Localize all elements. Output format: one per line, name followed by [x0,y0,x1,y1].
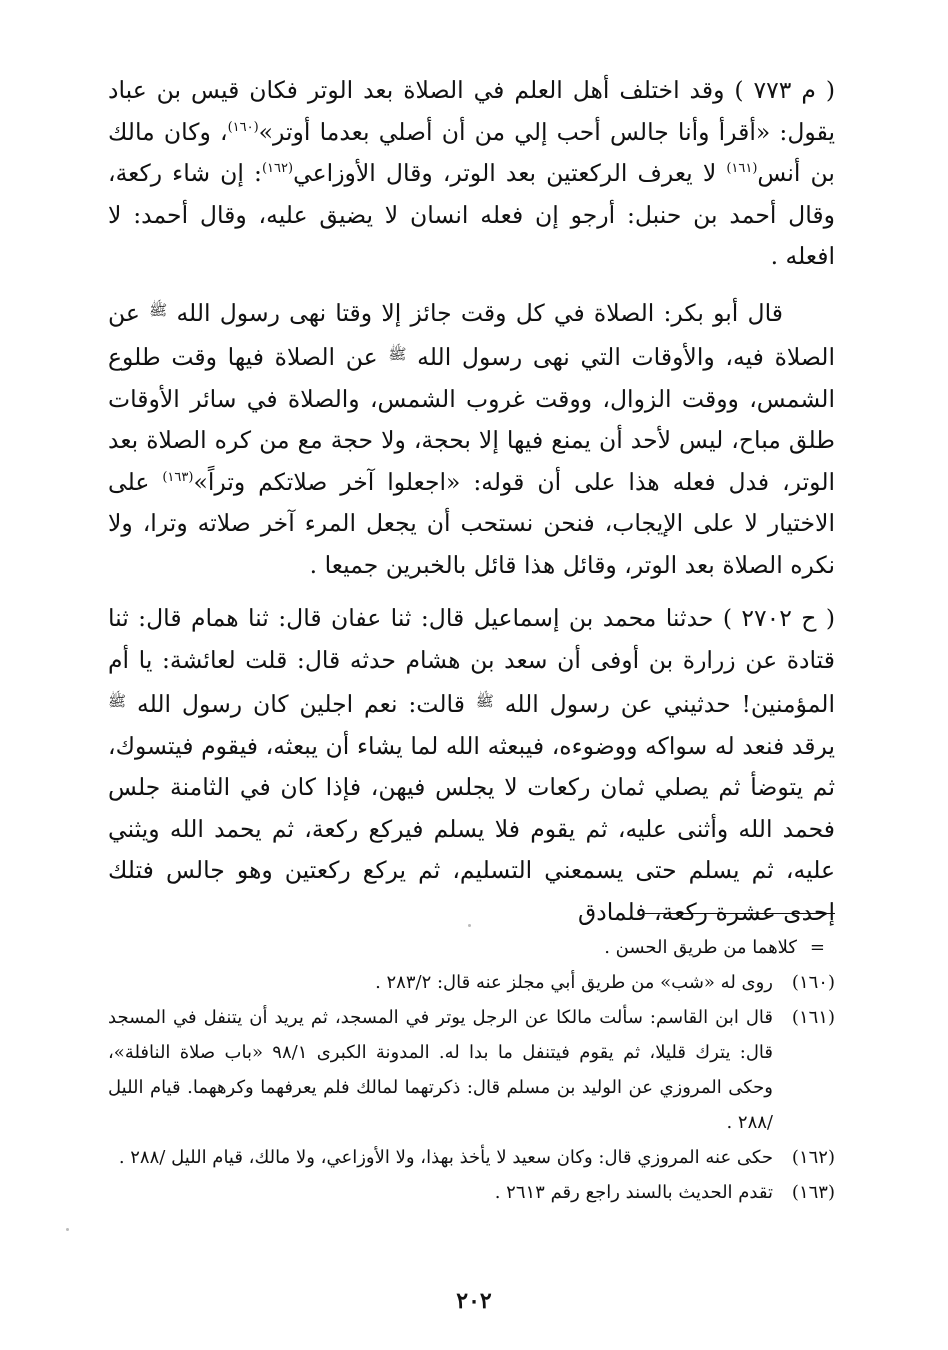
footnote-text: حكى عنه المروزي قال: وكان سعيد لا يأخذ بهذا، ولا الأوزاعي، ولا مالك، قيام الليل /٢٨٨ . [118,1147,773,1168]
main-text [108,70,835,933]
paragraph-opinions [108,70,835,278]
page-number: ٢٠٢ [456,1288,492,1314]
paragraph-text: لا يعرف الركعتين بعد الوتر، وقال الأوزاعي [293,159,727,187]
footnote-text: تقدم الحديث بالسند راجع رقم ٢٦١٣ . [494,1182,773,1203]
footnote-marker: = [809,937,825,958]
footnote-162 [108,1140,835,1175]
footnote-continuation [108,930,835,965]
paragraph-text: قالت: نعم اجلين كان رسول الله [136,690,476,718]
paragraph-text: حدثنا محمد بن إسماعيل قال: ثنا عفان قال: ثنا همام قال: ثنا قتادة عن زرارة بن أوفى أن سعد بن هشام حدثه قال: قلت لعائشة: يا أم المؤمنين! حدثيني عن رسول الله [108,604,835,718]
pbuh-ligature: ﷺ [475,692,494,710]
footnote-ref-161[interactable]: (١٦١) [726,161,758,177]
footnote-ref-163[interactable]: (١٦٣) [162,469,194,485]
footnote-number: (١٦١) [791,1007,835,1028]
pbuh-ligature: ﷺ [388,345,407,363]
paragraph-text: قال أبو بكر: الصلاة في كل وقت جائز إلا وقتا نهى رسول الله [176,298,783,327]
paragraph-hadith [108,598,835,933]
scan-speck [66,1228,69,1231]
paragraph-text: يرقد فنعد له سواكه ووضوءه، فيبعثه الله لما يشاء أن يبعثه، فيقوم فيتسوك، ثم يتوضأ ثم يصلي ثمان ركعات لا يجلس فيهن، فإذا كان في الثامنة جلس فحمد الله وأثنى عليه، ثم يقوم فلا يسلم فيركع ركعة، ثم يحمد الله ويثني عليه، ثم يسلم حتى يسمعني التسليم، ثم يركع ركعتين وهو جالس فتلك إحدى عشرة ركعة، فلمادق [108,731,835,926]
paragraph-text: عن الصلاة فيه، والأوقات التي نهى رسول الله [108,298,835,371]
footnote-number: (١٦٣) [791,1182,835,1203]
footnote-text: روى له «شب» من طريق أبي مجلز عنه قال: ٢٨٣/٢ . [375,972,773,993]
paragraph-text: : إن شاء ركعة، وقال أحمد بن حنبل: أرجو إن فعله انسان لا يضيق عليه، وقال أحمد: لا افعله . [108,159,835,270]
footnotes [108,930,835,1210]
footnote-163 [108,1175,835,1210]
footnote-number: (١٦٢) [791,1147,835,1168]
paragraph-abu-bakr [108,290,835,587]
footnote-separator [645,913,835,914]
footnote-ref-160[interactable]: (١٦٠) [227,119,259,135]
footnote-161 [108,1000,835,1140]
footnote-ref-162[interactable]: (١٦٢) [261,161,294,177]
pbuh-ligature: ﷺ [108,692,127,710]
issue-reference: ( م ٧٧٣ ) [734,76,835,104]
footnote-number: (١٦٠) [791,972,835,993]
paragraph-text: على الاختيار لا على الإيجاب، فنحن نستحب أن يجعل المرء آخر صلاته وترا، ولا نكره الصلاة بعد الوتر، وقائل هذا قائل بالخبرين جميعا . [108,467,835,579]
paragraph-text: ، وكان مالك بن أنس [108,117,835,187]
paragraph-text: عن الصلاة فيها وقت طلوع الشمس، ووقت الزوال، ووقت غروب الشمس، والصلاة في سائر الأوقات طلق مباح، ليس لأحد أن يمنع فيها إلا بحجة، ولا حجة مع من كره الصلاة بعد الوتر، فدل فعله هذا على أن قوله: «اجعلوا آخر صلاتكم وتراً» [108,343,836,496]
hadith-reference: ( ح ٢٧٠٢ ) [722,604,835,632]
footnote-text: كلاهما من طريق الحسن . [604,937,797,958]
footnote-text: قال ابن القاسم: سألت مالكا عن الرجل يوتر في المسجد، ثم يريد أن يتنفل في المسجد قال: يترك قليلا، ثم يقوم فيتنفل ما بدا له. المدونة الكبرى ٩٨/١ «باب صلاة النافلة»، وحكى المروزي عن الوليد بن مسلم قال: ذكرتهما لمالك فلم يعرفهما وكرههما. قيام الليل /٢٨٨ . [108,1007,774,1133]
footnote-160 [108,965,835,1000]
scan-speck [468,924,471,927]
paragraph-text: وقد اختلف أهل العلم في الصلاة بعد الوتر فكان قيس بن عباد يقول: «أقرأ وأنا جالس أحب إلي من أن أصلي بعدما أوتر» [108,76,835,146]
pbuh-ligature: ﷺ [149,300,168,319]
